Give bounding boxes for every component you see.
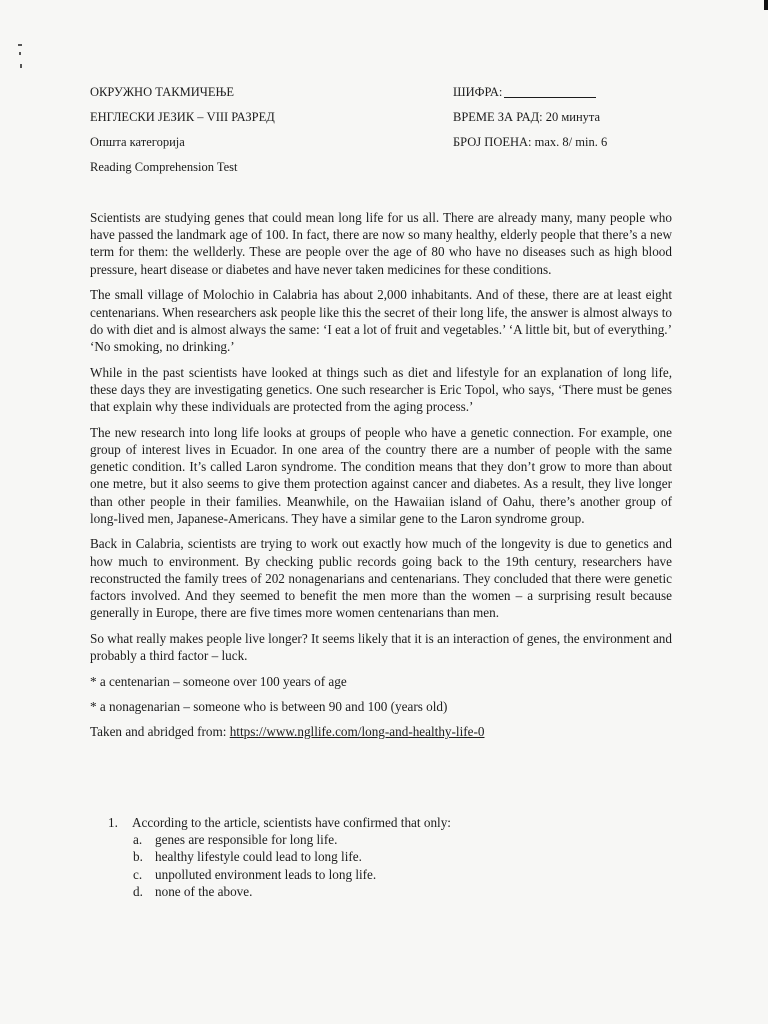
document-header [90,84,650,184]
option-text: none of the above. [155,883,253,899]
code-label: ШИФРА: [453,85,503,99]
time-limit: ВРЕМЕ ЗА РАД: 20 минута [453,110,601,124]
article-paragraph: Scientists are studying genes that could mean long life for us all. There are already many, many people who have passed the landmark age of 100. In fact, there are now so many healthy, elderly people that there’s a new term for them: the wellderly. These are people over the age of 80 who have no diseases such as high blood pressure, heart disease or diabetes and have never taken medicines for these conditions. [90,210,672,277]
question-stem: According to the article, scientists have confirmed that only: [132,815,451,830]
glossary-note: * a centenarian – someone over 100 years of age [90,673,347,689]
scan-mark [20,64,22,68]
points: БРОЈ ПОЕНА: max. 8/ min. 6 [453,135,608,149]
answer-option [133,866,668,883]
article-paragraph: Back in Calabria, scientists are trying to work out exactly how much of the longevity is due to genetics and how much to environment. By checking public records going back to the 19th century, researchers have reconstructed the family trees of 202 nonagenarians and centenarians. They concluded that there were genetic factors involved. And they seemed to benefit the men more than the women – a surprising result because generally in Europe, there are five times more women centenarians than men. [90,536,672,621]
option-letter: c. [133,866,143,882]
subject-grade: ЕНГЛЕСКИ ЈЕЗИК – VIII РАЗРЕД [90,110,275,124]
question-number: 1. [108,815,118,830]
scan-mark [19,52,21,55]
option-letter: d. [133,883,143,899]
article-paragraph: The small village of Molochio in Calabria has about 2,000 inhabitants. And of these, there are at least eight centenarians. When researchers ask people like this the secret of their long life, the answer is almost always to do with diet and is almost always the same: ‘I eat a lot of fruit and vegetables.’ ‘A little bit, but of everything.’ ‘No smoking, no drinking.’ [90,287,672,354]
competition-title: ОКРУЖНО ТАКМИЧЕЊЕ [90,85,235,99]
source-line [90,723,672,740]
option-letter: a. [133,832,143,848]
article-paragraph: So what really makes people live longer? It seems likely that it is an interaction of genes, the environment and probably a third factor – luck. [90,630,672,664]
option-text: unpolluted environment leads to long life. [155,866,377,882]
option-text: genes are responsible for long life. [155,832,338,848]
test-type: Reading Comprehension Test [90,160,238,174]
scan-mark [764,0,768,10]
glossary-note: * a nonagenarian – someone who is between 90 and 100 (years old) [90,699,448,715]
answer-options [108,831,668,900]
answer-option [133,831,668,848]
article-paragraph: The new research into long life looks at groups of people who have a genetic connection. For example, one group of interest lives in Ecuador. In one area of the country there are a number of people with the same genetic condition. It’s called Laron syndrome. The condition means that they don’t grow to more than about one metre, but it also seems to give them protection against cancer and diabetes. As a result, they live longer than other people in their families. Meanwhile, on the Hawaiian island of Oahu, there’s another group of long-lived men, Japanese-Americans. They have a similar gene to the Laron syndrome group. [90,424,672,526]
answer-option [133,883,668,900]
source-link[interactable]: https://www.ngllife.com/long-and-healthy-life-0 [229,724,485,740]
category: Општа категорија [90,135,185,149]
source-prefix: Taken and abridged from: [90,724,230,740]
code-blank [504,85,596,98]
article-paragraph: While in the past scientists have looked at things such as diet and lifestyle for an explanation of long life, these days they are investigating genetics. One such researcher is Eric Topol, who says, ‘There must be genes that explain why these individuals are protected from the aging process.’ [90,364,672,415]
option-letter: b. [133,849,143,865]
question-1 [108,814,668,900]
answer-option [133,848,668,865]
option-text: healthy lifestyle could lead to long life. [155,849,362,865]
article [90,209,672,748]
scan-mark [18,44,22,46]
